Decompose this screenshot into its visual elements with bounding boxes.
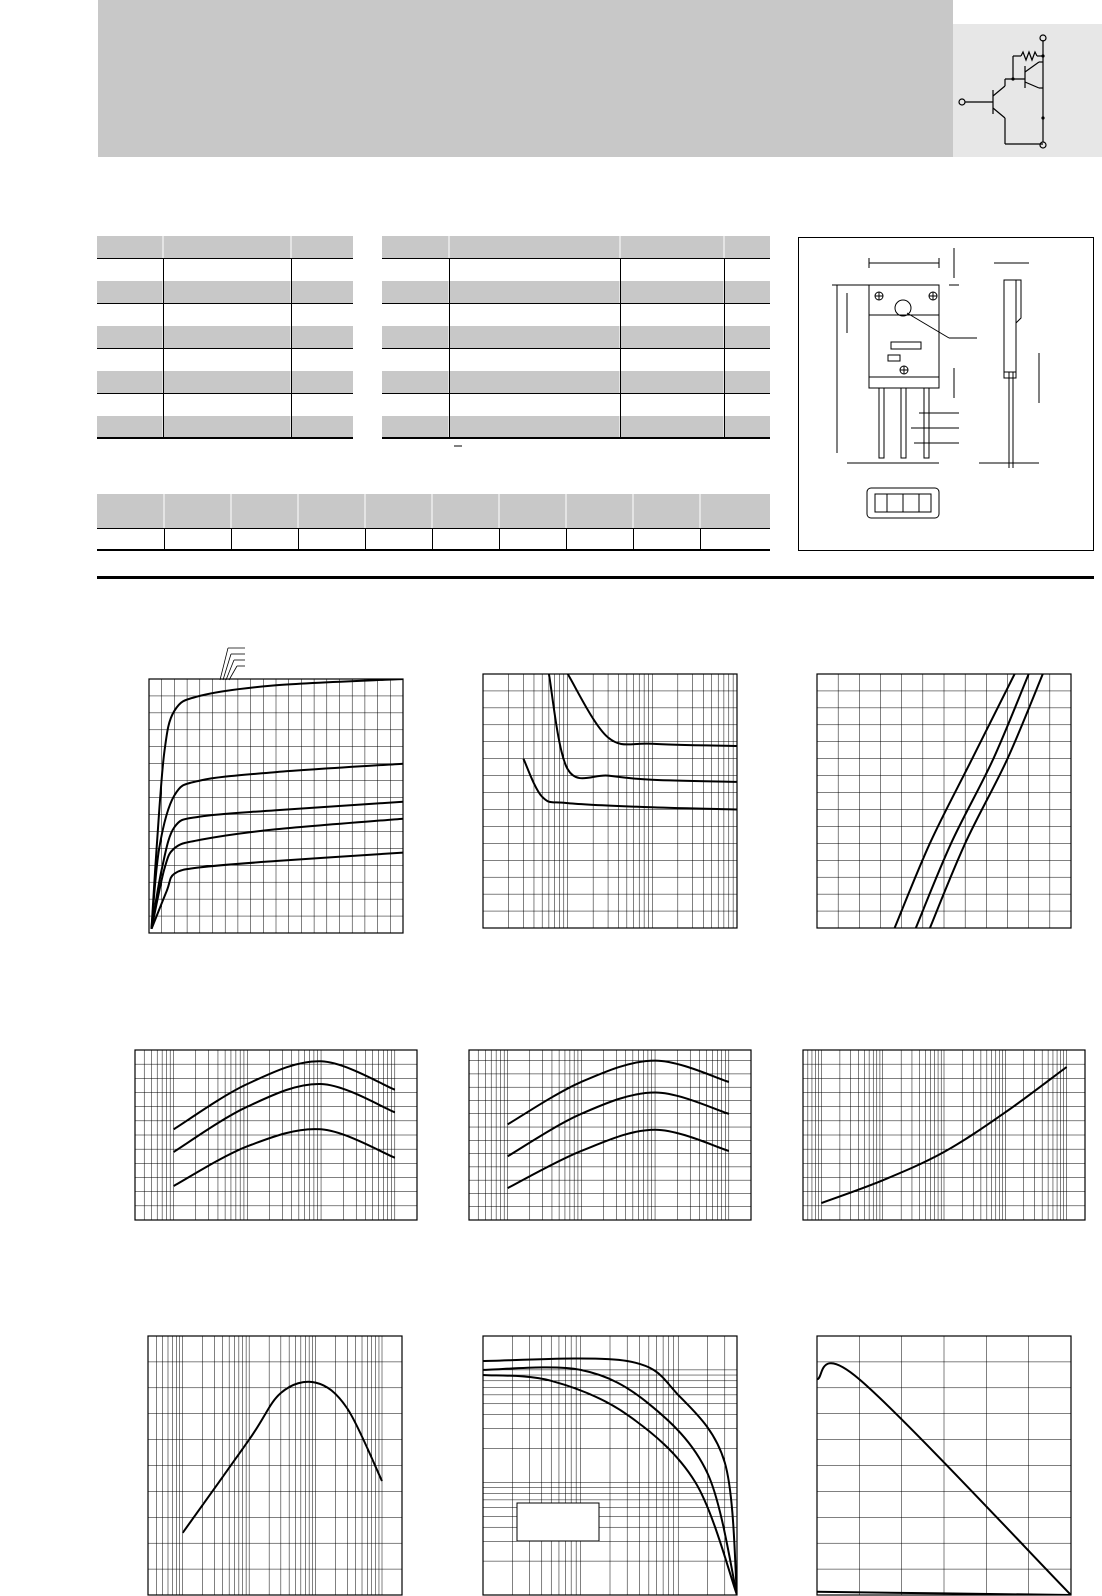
chart1-series-line-4 bbox=[152, 819, 404, 929]
chart-hfe-ic-1 bbox=[134, 1049, 420, 1223]
package-drawing-icon bbox=[799, 238, 1093, 550]
chart8-legend-box bbox=[517, 1503, 599, 1541]
chart-vce-ib bbox=[482, 673, 740, 933]
chart2-gridlines bbox=[483, 674, 737, 928]
chart5-frame bbox=[469, 1050, 751, 1220]
chart-power-derating bbox=[816, 1335, 1074, 1596]
chart-ic-vbe bbox=[816, 673, 1074, 933]
chart5-series-line-1 bbox=[508, 1061, 729, 1125]
chart7-gridlines bbox=[148, 1336, 402, 1595]
chart5-gridlines bbox=[469, 1050, 751, 1220]
chart5-series-line-3 bbox=[508, 1130, 729, 1188]
section-divider bbox=[97, 576, 1094, 579]
chart3-gridlines bbox=[817, 674, 1071, 928]
electrical-characteristics-table bbox=[382, 236, 770, 448]
chart-ft-ic bbox=[147, 1335, 405, 1596]
chart8-gridlines bbox=[483, 1336, 737, 1595]
chart-hfe-ic-2 bbox=[468, 1049, 754, 1223]
chart2-frame bbox=[483, 674, 737, 928]
darlington-transistor-icon bbox=[953, 24, 1102, 157]
chart3-series-line-2 bbox=[916, 674, 1029, 928]
chart7-series-line-1 bbox=[183, 1382, 382, 1533]
package-outline bbox=[798, 237, 1094, 551]
chart5-series-line-2 bbox=[508, 1093, 729, 1157]
chart1-gridlines bbox=[149, 679, 403, 933]
chart1-callout bbox=[220, 648, 245, 680]
chart2-series-line-3 bbox=[523, 759, 737, 810]
chart1-series-line-2 bbox=[152, 764, 404, 929]
circuit-symbol bbox=[953, 24, 1102, 157]
chart-ic-vce bbox=[148, 640, 406, 935]
classification-table bbox=[97, 494, 770, 553]
chart-safe-operating-area bbox=[482, 1335, 740, 1596]
chart3-series-line-1 bbox=[895, 674, 1015, 928]
chart1-series-line-5 bbox=[152, 853, 404, 929]
header-band bbox=[98, 0, 953, 157]
absolute-ratings-table bbox=[97, 236, 353, 443]
chart-vcesat-ic bbox=[802, 1049, 1088, 1223]
